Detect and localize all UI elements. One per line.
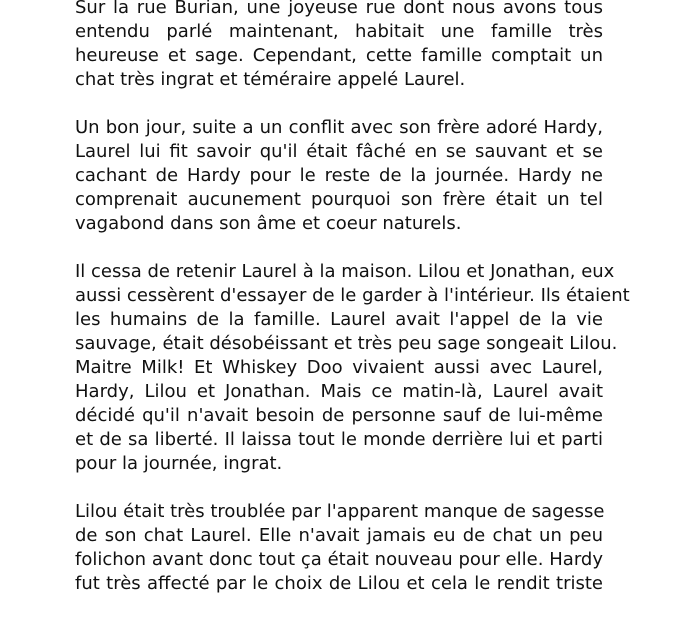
text-line: folichon avant donc tout ça était nouveau pour elle. Hardy [75,549,603,570]
text-line: heureuse et sage. Cependant, cette famille comptait un [75,45,603,66]
text-line: Sur la rue Burian, une joyeuse rue dont nous avons tous [75,0,603,18]
text-line: Un bon jour, suite a un conflit avec son frère adoré Hardy, [75,117,603,138]
text-line: chat très ingrat et téméraire appelé Laurel. [75,69,466,90]
text-line: cachant de Hardy pour le reste de la journée. Hardy ne [75,165,603,186]
text-line: Laurel lui fit savoir qu'il était fâché en se sauvant et se [75,141,603,162]
text-line: aussi cessèrent d'essayer de le garder à l'intérieur. Ils étaient [75,285,630,306]
text-line: de son chat Laurel. Elle n'avait jamais eu de chat un peu [75,525,603,546]
text-line: fut très affecté par le choix de Lilou et cela le rendit triste [75,573,603,594]
text-line: Hardy, Lilou et Jonathan. Mais ce matin-là, Laurel avait [75,381,603,402]
text-line: comprenait aucunement pourquoi son frère était un tel [75,189,603,210]
text-line: les humains de la famille. Laurel avait l'appel de la vie [75,309,603,330]
text-line: pour la journée, ingrat. [75,453,283,474]
paragraph-2 [75,116,603,236]
text-line: sauvage, était désobéissant et très peu sage songeait Lilou. [75,333,618,354]
paragraph-1 [75,0,603,92]
text-line: vagabond dans son âme et coeur naturels. [75,213,462,234]
text-line: Maitre Milk! Et Whiskey Doo vivaient aussi avec Laurel, [75,357,603,378]
text-line: décidé qu'il n'avait besoin de personne sauf de lui-même [75,405,603,426]
paragraph-4 [75,500,603,596]
story-text [75,0,630,620]
text-line: Il cessa de retenir Laurel à la maison. Lilou et Jonathan, eux [75,261,615,282]
text-line: et de sa liberté. Il laissa tout le monde derrière lui et parti [75,429,603,450]
paragraph-3 [75,260,630,476]
text-line: entendu parlé maintenant, habitait une famille très [75,21,603,42]
text-line: Lilou était très troublée par l'apparent manque de sagesse [75,501,605,522]
